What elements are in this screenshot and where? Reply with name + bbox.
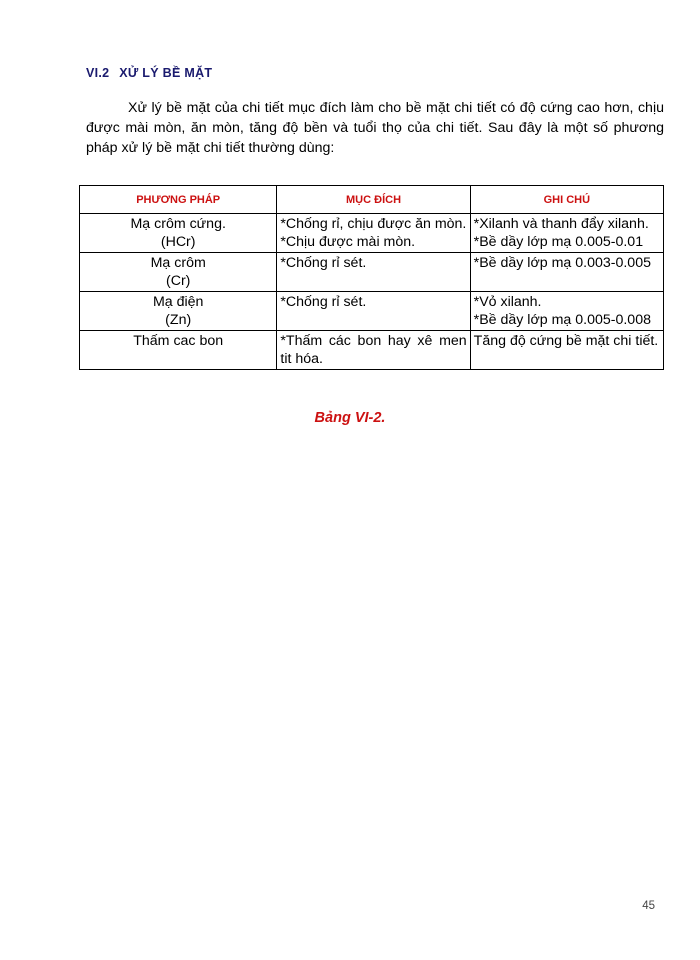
section-heading (86, 66, 212, 80)
cell-purpose: *Chống rỉ sét. (277, 292, 470, 331)
header-note: GHI CHÚ (470, 186, 663, 214)
section-number: VI.2 (86, 66, 110, 80)
cell-method: Thấm cac bon (80, 331, 277, 370)
header-purpose: MỤC ĐÍCH (277, 186, 470, 214)
cell-purpose: *Chống rỉ, chịu được ăn mòn. *Chịu được mài mòn. (277, 214, 470, 253)
header-method: PHƯƠNG PHÁP (80, 186, 277, 214)
table-row (80, 292, 664, 331)
cell-method: Mạ crôm cứng. (HCr) (80, 214, 277, 253)
cell-note: Tăng độ cứng bề mặt chi tiết. (470, 331, 663, 370)
intro-paragraph: Xử lý bề mặt của chi tiết mục đích làm cho bề mặt chi tiết có độ cứng cao hơn, chịu được mài mòn, ăn mòn, tăng độ bền và tuổi thọ của chi tiết. Sau đây là một số phương pháp xử lý bề mặt chi tiết thường dùng: (86, 100, 664, 156)
table-caption: Bảng VI-2. (314, 410, 386, 426)
cell-method: Mạ điện (Zn) (80, 292, 277, 331)
surface-treatment-table (79, 185, 664, 370)
page-number: 45 (642, 900, 655, 912)
cell-note: *Vỏ xilanh. *Bề dầy lớp mạ 0.005-0.008 (470, 292, 663, 331)
cell-note: *Bề dầy lớp mạ 0.003-0.005 (470, 253, 663, 292)
table-row (80, 331, 664, 370)
table-row (80, 253, 664, 292)
cell-method: Mạ crôm (Cr) (80, 253, 277, 292)
cell-purpose: *Thấm các bon hay xê men tit hóa. (277, 331, 470, 370)
cell-note: *Xilanh và thanh đẩy xilanh. *Bề dầy lớp mạ 0.005-0.01 (470, 214, 663, 253)
table-header-row (80, 186, 664, 214)
cell-purpose: *Chống rỉ sét. (277, 253, 470, 292)
section-title: XỬ LÝ BỀ MẶT (119, 66, 213, 80)
table-row (80, 214, 664, 253)
